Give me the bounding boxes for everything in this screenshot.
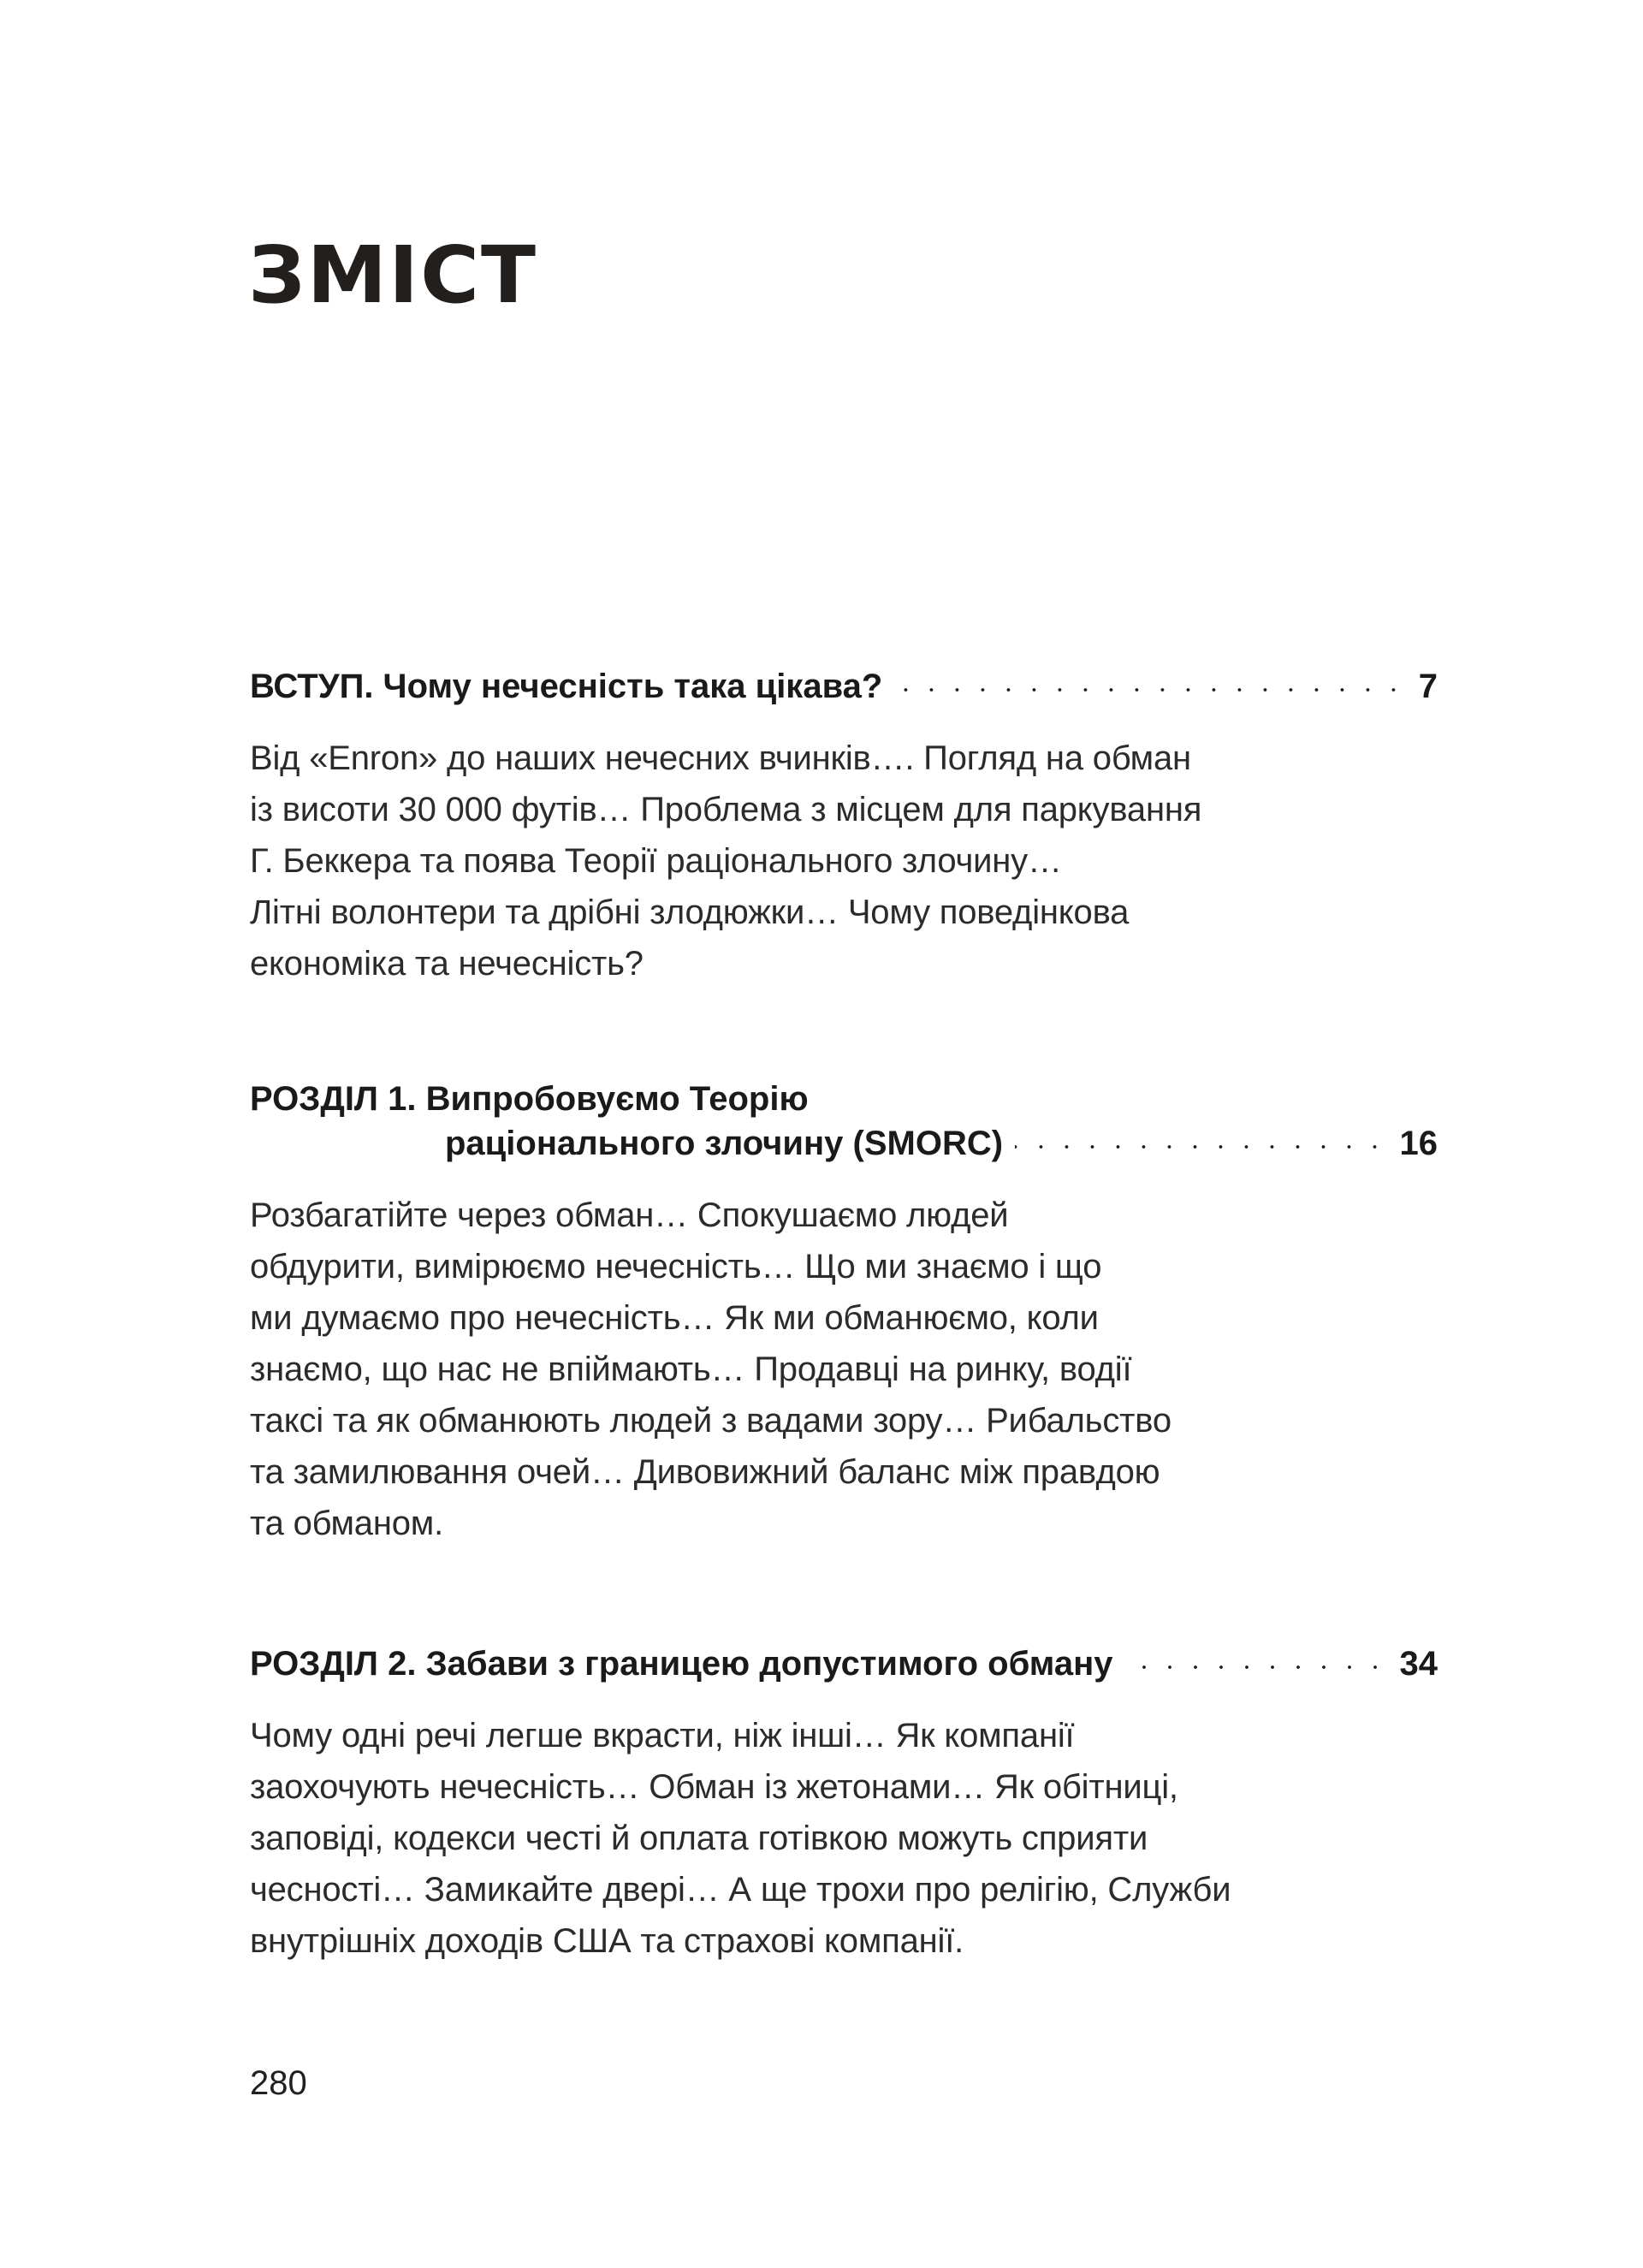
description-line: знаємо, що нас не впіймають… Продавці на ринку, водії bbox=[250, 1351, 1132, 1388]
description-line: та замилювання очей… Дивовижний баланс між правдою bbox=[250, 1453, 1160, 1491]
description-line: обдурити, вимірюємо нечесність… Що ми знаємо і що bbox=[250, 1248, 1102, 1285]
description-line: таксі та як обманюють людей з вадами зору… Рибальство bbox=[250, 1402, 1171, 1440]
description-line: економіка та нечесність? bbox=[250, 945, 644, 983]
description-line: ми думаємо про нечесність… Як ми обманюємо, коли bbox=[250, 1299, 1099, 1337]
dot-leader bbox=[894, 688, 1406, 692]
toc-entry-description bbox=[250, 733, 1388, 989]
toc-entry-description bbox=[250, 1710, 1388, 1967]
dot-leader bbox=[1125, 1665, 1388, 1669]
toc-entry-page-number[interactable]: 34 bbox=[1399, 1645, 1438, 1683]
toc-entry-title[interactable]: ВСТУП. Чому нечесність така цікава? bbox=[250, 668, 883, 705]
toc-entry-title[interactable]: РОЗДІЛ 2. Забави з границею допустимого обману bbox=[250, 1645, 1113, 1683]
toc-entry-chapter-2 bbox=[250, 1642, 1438, 1967]
description-line: Розбагатійте через обман… Спокушаємо людей bbox=[250, 1196, 1009, 1234]
toc-entry-heading[interactable] bbox=[250, 1642, 1438, 1686]
toc-entry-chapter-1 bbox=[250, 1077, 1438, 1549]
toc-entry-intro bbox=[250, 664, 1438, 989]
toc-entry-title-line2[interactable]: раціонального злочину (SMORC) bbox=[445, 1125, 1004, 1162]
description-line: чесності… Замикайте двері… А ще трохи про релігію, Служби bbox=[250, 1871, 1231, 1909]
toc-entry-page-number[interactable]: 16 bbox=[1399, 1125, 1438, 1162]
description-line: Г. Беккера та поява Теорії раціонального злочину… bbox=[250, 842, 1062, 880]
description-line: заповіді, кодекси честі й оплата готівкою можуть сприяти bbox=[250, 1820, 1148, 1857]
description-line: внутрішніх доходів США та страхові компанії. bbox=[250, 1922, 964, 1960]
page-title: ЗМІСТ bbox=[248, 229, 538, 321]
dot-leader bbox=[1015, 1145, 1387, 1149]
description-line: заохочують нечесність… Обман із жетонами… Як обітниці, bbox=[250, 1768, 1178, 1806]
description-line: та обманом. bbox=[250, 1505, 444, 1542]
description-line: Чому одні речі легше вкрасти, ніж інші… Як компанії bbox=[250, 1717, 1075, 1754]
description-line: Літні волонтери та дрібні злодюжки… Чому поведінкова bbox=[250, 894, 1130, 931]
toc-entry-page-number[interactable]: 7 bbox=[1418, 668, 1438, 705]
description-line: Від «Enron» до наших нечесних вчинків…. Погляд на обман bbox=[250, 739, 1191, 777]
toc-entry-heading[interactable] bbox=[250, 1077, 1438, 1166]
page-number: 280 bbox=[250, 2064, 307, 2102]
toc-entry-description bbox=[250, 1190, 1388, 1549]
toc-entry-heading[interactable] bbox=[250, 664, 1438, 709]
toc-entry-title-line1[interactable]: РОЗДІЛ 1. Випробовуємо Теорію bbox=[250, 1080, 809, 1118]
description-line: із висоти 30 000 футів… Проблема з місцем для паркування bbox=[250, 791, 1202, 828]
